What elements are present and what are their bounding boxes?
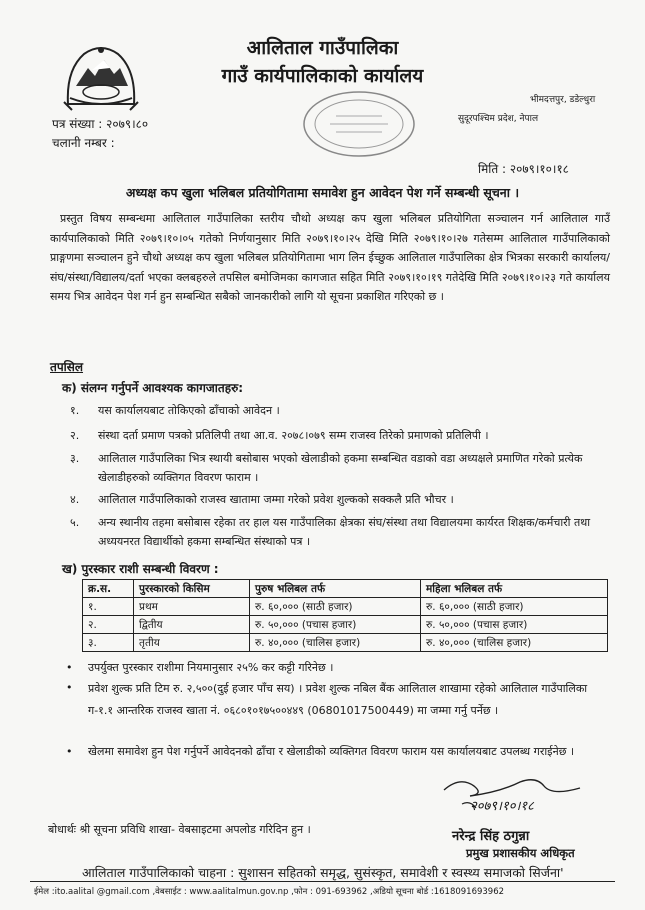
table-cell: रु. ४०,००० (चालिस हजार) <box>250 634 421 652</box>
office-stamp-icon <box>300 88 418 160</box>
list-item-number: ५. <box>70 516 80 529</box>
bullet-item <box>66 742 614 761</box>
tapsil-heading: तपसिल <box>50 360 84 374</box>
list-item-number: २. <box>70 429 80 442</box>
bullet-icon: • <box>66 745 73 758</box>
handwritten-date: २०७९।१०।१८ <box>470 799 534 814</box>
bullet-icon: • <box>66 661 73 674</box>
date-line: मिति : २०७९।१०।१८ <box>478 162 569 176</box>
list-item <box>70 513 615 551</box>
location-line-2: सुदूरपश्चिम प्रदेश, नेपाल <box>458 114 539 124</box>
table-cell: द्वितीय <box>134 616 250 634</box>
table-cell: रु. ६०,००० (साठी हजार) <box>250 598 421 616</box>
notice-subject: अध्यक्ष कप खुला भलिबल प्रतियोगितामा समावेश हुन आवेदन पेश गर्ने सम्बन्धी सूचना । <box>125 185 520 200</box>
table-cell: रु. ५०,००० (पचास हजार) <box>250 616 421 634</box>
list-item-text: संस्था दर्ता प्रमाण पत्रको प्रतिलिपी तथा आ.व. २०७८।०७९ सम्म राजस्व तिरेको प्रमाणको प्रतिलिपी । <box>98 429 489 442</box>
list-item-text: आलिताल गाउँपालिका भित्र स्थायी बसोबास भएको खेलाडीको हकमा सम्बन्धित वडाको वडा अध्यक्षले प्रमाणित गरेको प्रत्येक खेलाडीहरुको व्यक्तिगत विवरण फाराम । <box>98 452 583 484</box>
list-item <box>70 490 615 509</box>
column-header: पुरुष भलिबल तर्फ <box>250 580 421 598</box>
bullet-text: उपर्युक्त पुरस्कार राशीमा नियमानुसार २५% कर कट्टी गरिनेछ । <box>88 661 334 674</box>
list-item-number: ४. <box>70 493 80 506</box>
table-cell: २. <box>83 616 134 634</box>
footer-contact: ईमेल :ito.aalital @gmail.com ,वेबसाईट : www.aalitalmun.gov.np ,फोन : 091-693962 ,अडियो सूचना बोर्ड :1618091693962 <box>34 887 505 897</box>
column-header: क्र.स. <box>83 580 134 598</box>
list-item-text: यस कार्यालयबाट तोकिएको ढाँचाको आवेदन । <box>98 404 280 417</box>
footer-divider <box>30 881 615 882</box>
table-cell: प्रथम <box>134 598 250 616</box>
body-paragraph-text: प्रस्तुत विषय सम्बन्धमा आलिताल गाउँपालिका स्तरीय चौथो अध्यक्ष कप खुला भलिबल प्रतियोगिता सञ्चालन गर्न आलिताल गाउँ कार्यपालिकाको मिति २०७९।१०।०५ गतेको निर्णयानुसार मिति २०७९।१०।२५ देखि मिति २०७९।१०।२७ गतेसम्म आलिताल गाउँपालिकाको प्राङ्गणमा सञ्चालन हुने चौथो अध्यक्ष कप खुला भलिबल प्रतियोगितामा भाग लिन ईच्छुक आलिताल गाउँपालिका क्षेत्र भित्रका सरकारी कार्यालय/संघ/संस्था/विद्यालय/दर्ता भएका क्लबहरुले तपसिल बमोजिमका कागजात सहित मिति २०७९।१०।१९ गतेदेखि मिति २०७९।१०।२३ गते कार्यालय समय भित्र आवेदन पेश गर्न हुन सम्बन्धित सबैको जानकारीको लागि यो सूचना प्रकाशित गरिएको छ । <box>50 212 610 303</box>
list-item-text: अन्य स्थानीय तहमा बसोबास रहेका तर हाल यस गाउँपालिका क्षेत्रका संघ/संस्था तथा विद्यालयमा कार्यरत शिक्षक/कर्मचारी तथा अध्ययनरत विद्यार्थीको हकमा सम्बन्धित संस्थाको पत्र । <box>98 516 591 548</box>
dispatch-number: चलानी नम्बर : <box>52 136 115 150</box>
table-cell: रु. ४०,००० (चालिस हजार) <box>421 634 608 652</box>
table-cell: तृतीय <box>134 634 250 652</box>
section-kha-heading: ख) पुरस्कार राशी सम्बन्धी विवरण : <box>62 562 219 576</box>
table-row <box>83 598 608 616</box>
list-item <box>70 449 615 487</box>
footer-slogan: आलिताल गाउँपालिकाको चाहना : सुशासन सहितको समृद्ध, सुसंस्कृत, समावेशी र स्वस्थ्य समाजको सिर्जना' <box>82 865 564 880</box>
table-cell: रु. ५०,००० (पचास हजार) <box>421 616 608 634</box>
bullet-item <box>66 678 614 722</box>
bullet-item <box>66 658 614 677</box>
list-item <box>70 401 615 420</box>
bullet-icon: • <box>66 681 73 694</box>
bodhartha-note: बोधार्थः श्री सूचना प्रविधि शाखा- वेबसाइटमा अपलोड गरिदिन हुन । <box>48 823 311 836</box>
table-cell: १. <box>83 598 134 616</box>
table-cell: ३. <box>83 634 134 652</box>
table-header-row <box>83 580 608 598</box>
list-item <box>70 426 615 445</box>
list-item-number: १. <box>70 404 80 417</box>
column-header: पुरस्कारको किसिम <box>134 580 250 598</box>
list-item-text: आलिताल गाउँपालिकाको राजस्व खातामा जम्मा गरेको प्रवेश शुल्कको सक्कलै प्रति भौचर । <box>98 493 454 506</box>
table-cell: रु. ६०,००० (साठी हजार) <box>421 598 608 616</box>
office-name: गाउँ कार्यपालिकाको कार्यालय <box>221 65 424 87</box>
section-ka-heading: क) संलग्न गर्नुपर्ने आवश्यक कागजातहरु: <box>62 381 244 395</box>
list-item-number: ३. <box>70 452 80 465</box>
signatory-title: प्रमुख प्रशासकीय अधिकृत <box>466 846 575 860</box>
table-row <box>83 634 608 652</box>
signatory-name: नरेन्द्र सिंह ठगुन्ना <box>452 829 530 844</box>
table-row <box>83 616 608 634</box>
column-header: महिला भलिबल तर्फ <box>421 580 608 598</box>
body-paragraph <box>50 209 610 307</box>
bullet-text: प्रवेश शुल्क प्रति टिम रु. २,५००(दुई हजार पाँच सय) । प्रवेश शुल्क नबिल बैंक आलिताल शाखामा रहेको आलिताल गाउँपालिका ग-१.१ आन्तरिक राजस्व खाता नं. ०६८०१०१७५००४४९ (06801017500449) मा जम्मा गर्नु पर्नेछ । <box>88 682 588 717</box>
prize-table <box>82 579 608 652</box>
bullet-text: खेलमा समावेश हुन पेश गर्नुपर्ने आवेदनको ढाँचा र खेलाडीको व्यक्तिगत विवरण फाराम यस कार्यालयबाट उपलब्ध गराईनेछ । <box>88 745 575 758</box>
organization-name: आलिताल गाउँपालिका <box>246 37 399 59</box>
reference-number: पत्र संख्या : २०७९।८० <box>52 117 149 131</box>
location-line-1: भीमदत्तपुर, डडेल्धुरा <box>530 95 596 105</box>
